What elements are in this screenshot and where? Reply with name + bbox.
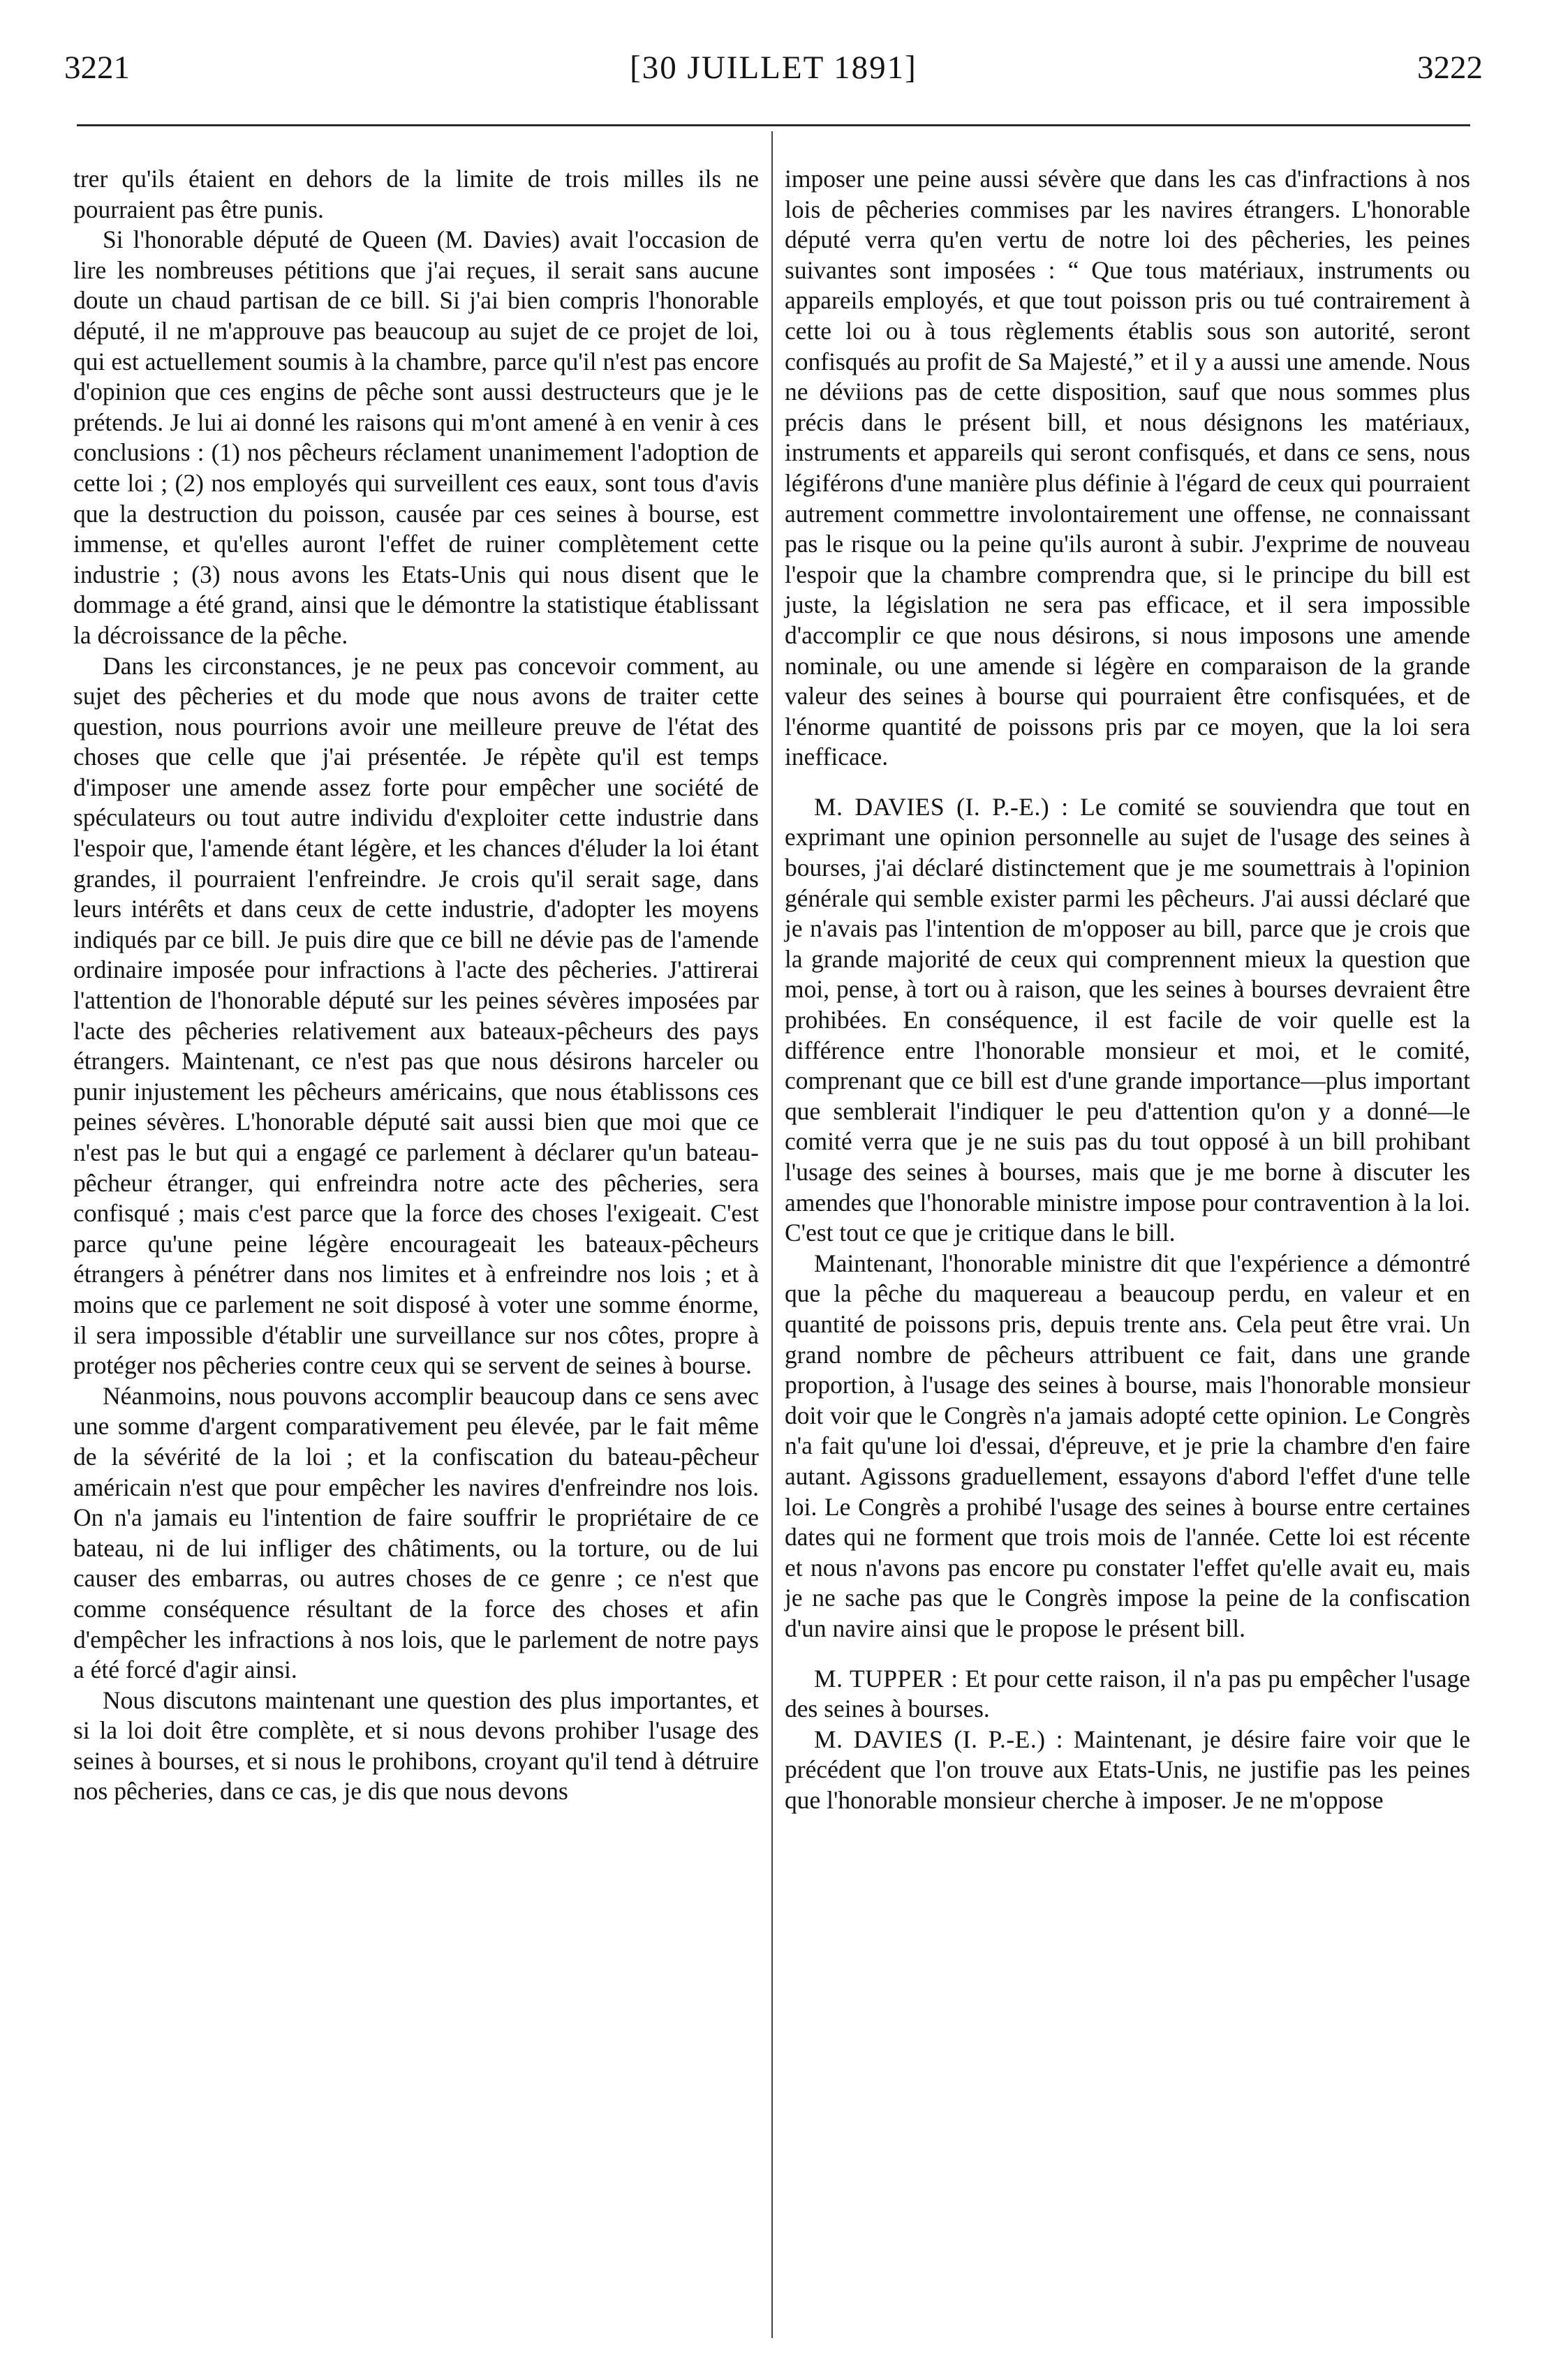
paragraph: Néanmoins, nous pouvons accomplir beaucoup dans ce sens avec une somme d'argent comparativement peu élevée, par le fait même de la sévérité de la loi ; et la confiscation du bateau-pêcheur américain n'est que pour empêcher les navires d'enfreindre nos lois. On n'a jamais eu l'intention de faire souffrir le propriétaire de ce bateau, ni de lui infliger des châtiments, ou la torture, ou de lui causer des embarras, ou autres choses de ce genre ; ce n'est que comme conséquence résultant de la force des choses et afin d'empêcher les infractions à nos lois, que le parlement de notre pays a été forcé d'agir ainsi. xyxy=(73,1381,759,1684)
speech xyxy=(785,1725,1470,1816)
page-number-right: 3222 xyxy=(1417,50,1483,86)
header-date: [30 JUILLET 1891] xyxy=(630,50,917,86)
speech-text: Maintenant, je désire faire voir que le précédent que l'on trouve aux Etats-Unis, ne justifie pas les peines que l'honorable monsieur cherche à imposer. Je ne m'oppose xyxy=(785,1725,1470,1814)
speech-text: Le comité se souviendra que tout en exprimant une opinion personnelle au sujet de l'usage des seines à bourses, j'ai déclaré distinctement que je me soumettrais à l'opinion générale qui semble exister parmi les pêcheurs. J'ai aussi déclaré que je n'avais pas l'intention de m'opposer au bill, parce que je crois que la grande majorité de ceux qui comprennent mieux la question que moi, pense, à tort ou à raison, que les seines à bourses devraient être prohibées. En conséquence, il est facile de voir quelle est la différence entre l'honorable monsieur et moi, et le comité, comprenant que ce bill est d'une grande importance—plus important que semblerait l'indiquer le peu d'attention qu'on y a donné—le comité verra que je ne suis pas du tout opposé à un bill prohibant l'usage des seines à bourses, mais que je me borne à discuter les amendes que l'honorable ministre impose pour contravention à la loi. C'est tout ce que je critique dans le bill. xyxy=(785,792,1471,1247)
paragraph: imposer une peine aussi sévère que dans les cas d'infractions à nos lois de pêcheries commises par les navires étrangers. L'honorable député verra qu'en vertu de notre loi des pêcheries, les peines suivantes sont imposées : “ Que tous matériaux, instruments ou appareils employés, et que tout poisson pris ou tué contrairement à cette loi ou à tous règlements établis sous son autorité, seront confisqués au profit de Sa Majesté,” et il y a aussi une amende. Nous ne déviions pas de cette disposition, sauf que nous sommes plus précis dans le présent bill, et nous désignons les matériaux, instruments et appareils qui seront confisqués, et dans ce sens, nous légiférons d'une manière plus définie à l'égard de ceux qui pourraient autrement commettre involontairement une offense, ne connaissant pas le risque ou la peine qu'ils auront à subir. J'exprime de nouveau l'espoir que la chambre comprendra que, si le principe du bill est juste, la législation ne sera pas efficace, et il sera impossible d'accomplir ce que nous désirons, si nous imposons une amende nominale, ou une amende si légère en comparaison de la grande valeur des seines à bourse qui pourraient être confisquées, et de l'énorme quantité de poissons pris par ce moyen, que la loi sera inefficace. xyxy=(785,165,1470,771)
paragraph: Nous discutons maintenant une question des plus importantes, et si la loi doit être complète, et si nous devons prohiber l'usage des seines à bourses, et si nous le prohibons, croyant qu'il tend à détruire nos pêcheries, dans ce cas, je dis que nous devons xyxy=(73,1686,759,1806)
left-column xyxy=(73,164,759,1807)
paragraph: Dans les circonstances, je ne peux pas concevoir comment, au sujet des pêcheries et du mode que nous avons de traiter cette question, nous pourrions avoir une meilleure preuve de l'état des choses que celle que j'ai présentée. Je répète qu'il est temps d'imposer une amende assez forte pour empêcher une société de spéculateurs ou tout autre individu d'exploiter cette industrie dans l'espoir que, l'amende étant légère, et les chances d'éluder la loi étant grandes, il pourraient l'enfreindre. Je crois qu'il serait sage, dans leurs intérêts et dans ceux de cette industrie, d'adopter les moyens indiqués par ce bill. Je puis dire que ce bill ne dévie pas de l'amende ordinaire imposée pour infractions à l'acte des pêcheries. J'attirerai l'attention de l'honorable député sur les peines sévères imposées par l'acte des pêcheries relativement aux bateaux-pêcheurs des pays étrangers. Maintenant, ce n'est pas que nous désirons harceler ou punir injustement les pêcheurs américains, que nous établissons ces peines sévères. L'honorable député sait aussi bien que moi que ce n'est pas le but qui a engagé ce parlement à déclarer qu'un bateau-pêcheur étranger, qui enfreindra notre acte des pêcheries, sera confisqué ; mais c'est parce que la force des choses l'exigeait. C'est parce qu'une peine légère encourageait les bateaux-pêcheurs étrangers à pénétrer dans nos limites et à enfreindre nos lois ; et à moins que ce parlement ne soit disposé à voter une somme énorme, il sera impossible d'établir une surveillance sur nos côtes, propre à protéger nos pêcheries contre ceux qui se servent de seines à bourse. xyxy=(73,651,759,1380)
speaker-name: M. TUPPER : xyxy=(814,1664,958,1693)
speech-text: Et pour cette raison, il n'a pas pu empêcher l'usage des seines à bourses. xyxy=(785,1664,1470,1723)
speech xyxy=(785,792,1470,1249)
paragraph: trer qu'ils étaient en dehors de la limite de trois milles ils ne pourraient pas être punis. xyxy=(73,165,759,223)
paragraph: Maintenant, l'honorable ministre dit que l'expérience a démontré que la pêche du maquereau a beaucoup perdu, en valeur et en quantité de poissons pris, depuis trente ans. Cela peut être vrai. Un grand nombre de pêcheurs attribuent ce fait, dans une grande proportion, à l'usage des seines à bourse, mais l'honorable monsieur doit voir que le Congrès n'a jamais adopté cette opinion. Le Congrès n'a fait qu'une loi d'essai, d'épreuve, et je prie la chambre d'en faire autant. Agissons graduellement, essayons d'abord l'effet d'une telle loi. Le Congrès a prohibé l'usage des seines à bourse entre certaines dates qui ne forment que trois mois de l'année. Cette loi est récente et nous n'avons pas encore pu constater l'effet qu'elle avait eu, mais je ne sache pas que le Congrès impose la peine de la confiscation d'un navire ainsi que le propose le présent bill. xyxy=(785,1249,1470,1642)
paragraph: Si l'honorable député de Queen (M. Davies) avait l'occasion de lire les nombreuses pétitions que j'ai reçues, il serait sans aucune doute un chaud partisan de ce bill. Si j'ai bien compris l'honorable député, il ne m'approuve pas beaucoup au sujet de ce projet de loi, qui est actuellement soumis à la chambre, parce qu'il n'est pas encore d'opinion que ces engins de pêche sont aussi destructeurs que je le prétends. Je lui ai donné les raisons qui m'ont amené à en venir à ces conclusions : (1) nos pêcheurs réclament unanimement l'adoption de cette loi ; (2) nos employés qui surveillent ces eaux, sont tous d'avis que la destruction du poisson, causée par ces seines à bourse, est immense, et qu'elles auront l'effet de ruiner complètement cette industrie ; (3) nous avons les Etats-Unis qui nous disent que le dommage a été grand, ainsi que le démontre la statistique établissant la décroissance de la pêche. xyxy=(73,225,759,649)
header-rule xyxy=(77,124,1470,126)
running-header xyxy=(64,43,1483,92)
page-number-left: 3221 xyxy=(64,50,130,86)
speech xyxy=(785,1664,1470,1725)
speaker-name: M. DAVIES (I. P.-E.) : xyxy=(814,1725,1064,1753)
speaker-name: M. DAVIES (I. P.-E.) : xyxy=(814,792,1069,821)
right-column xyxy=(785,164,1470,1815)
column-divider xyxy=(771,131,773,2338)
